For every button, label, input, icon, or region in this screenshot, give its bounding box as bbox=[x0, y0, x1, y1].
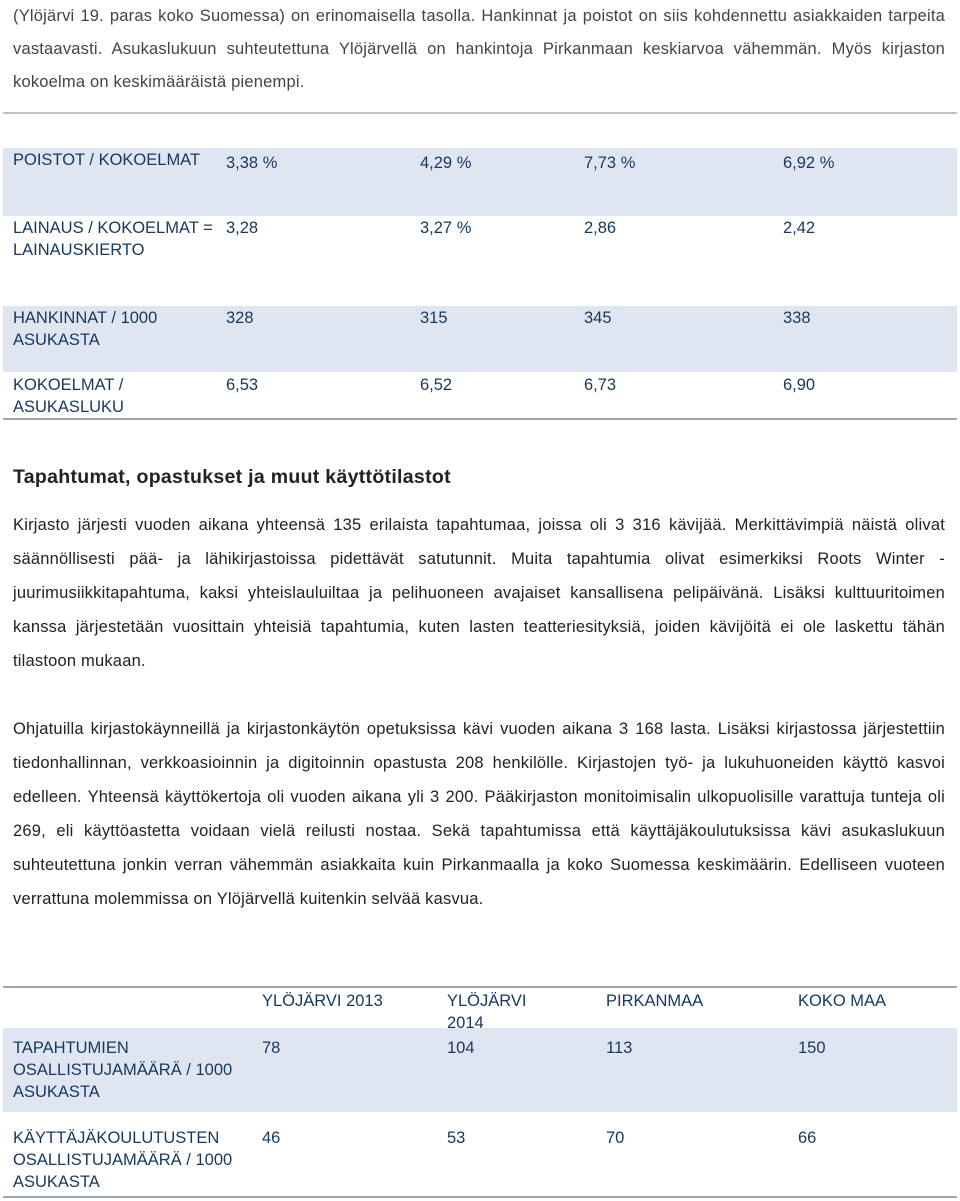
table-cell: 338 bbox=[783, 309, 811, 327]
table-cell: 2,86 bbox=[584, 219, 617, 237]
events-paragraph: Kirjasto järjesti vuoden aikana yhteensä 135 erilaista tapahtumaa, joissa oli 3 316 kävijää. Merkittävimpiä näistä olivat säännöllisesti pää- ja lähikirjastoissa pidettävät satutunnit. Muita tapahtumia olivat esimerkiksi Roots Winter -juurimusiikkitapahtuma, kaksi yhteislauluiltaa ja pelihuoneen avajaiset kansallisena pelipäivänä. Lisäksi kulttuuritoimen kanssa järjestetään vuosittain yhteisiä tapahtumia, kuten lasten teatteriesityksiä, joiden kävijöitä ei ole laskettu tähän tilastoon mukaan. bbox=[13, 516, 945, 670]
table-cell: 66 bbox=[798, 1129, 817, 1147]
guidance-paragraph: Ohjatuilla kirjastokäynneillä ja kirjastonkäytön opetuksissa kävi vuoden aikana 3 168 lasta. Lisäksi kirjastossa järjestettiin tiedonhallinnan, verkkoasioinnin ja digitoinnin opastusta 208 henkilölle. Kirjastojen työ- ja lukuhuoneiden käyttö kasvoi edelleen. Yhteensä käyttökertoja oli vuoden aikana yli 3 200. Pääkirjaston monitoimisalin ulkopuolisille varattuja tunteja oli 269, eli käyttöastetta voidaan vielä reilusti nostaa. Sekä tapahtumissa että käyttäjäkoulutuksissa kävi asukaslukuun suhteutettuna jonkin verran vähemmän asiakkaita kuin Pirkanmaalla ja koko Suomessa keskimäärin. Edelliseen vuoteen verrattuna molemmissa on Ylöjärvellä kuitenkin selvää kasvua. bbox=[13, 720, 945, 908]
intro-paragraph: (Ylöjärvi 19. paras koko Suomessa) on erinomaisella tasolla. Hankinnat ja poistot on siis kohdennettu asiakkaiden tarpeita vastaavasti. Asukaslukuun suhteutettuna Ylöjärvellä on hankintoja Pirkanmaan keskiarvoa vähemmän. Myös kirjaston kokoelma on keskimääräistä pienempi. bbox=[13, 7, 945, 91]
table-cell: 3,28 bbox=[226, 219, 259, 237]
table-cell: 328 bbox=[226, 309, 254, 327]
table-cell: 46 bbox=[262, 1129, 281, 1147]
table-cell: 6,52 bbox=[420, 376, 453, 394]
row-label: KÄYTTÄJÄKOULUTUSTEN OSALLISTUJAMÄÄRÄ / 1000 ASUKASTA bbox=[13, 1129, 233, 1191]
table-cell: 2,42 bbox=[783, 219, 816, 237]
table-cell: 7,73 % bbox=[584, 154, 636, 172]
row-label: HANKINNAT / 1000 ASUKASTA bbox=[13, 309, 158, 349]
table-cell: 150 bbox=[798, 1039, 826, 1057]
table-cell: 78 bbox=[262, 1039, 281, 1057]
section-heading: Tapahtumat, opastukset ja muut käyttötilastot bbox=[13, 466, 451, 488]
table-cell: 53 bbox=[447, 1129, 466, 1147]
table-cell: 3,38 % bbox=[226, 154, 278, 172]
participation-stats-table bbox=[3, 986, 957, 1198]
table-top-rule bbox=[3, 986, 957, 988]
table-cell: 6,90 bbox=[783, 376, 816, 394]
table-cell: 70 bbox=[606, 1129, 625, 1147]
table-cell: 345 bbox=[584, 309, 612, 327]
header-ylojarvi-2014: YLÖJÄRVI 2014 bbox=[447, 992, 527, 1032]
row-label: TAPAHTUMIEN OSALLISTUJAMÄÄRÄ / 1000 ASUKASTA bbox=[13, 1039, 233, 1101]
row-label: KOKOELMAT / ASUKASLUKU bbox=[13, 376, 124, 416]
collection-stats-grid bbox=[3, 112, 957, 420]
table-cell: 6,73 bbox=[584, 376, 617, 394]
table-bottom-rule bbox=[3, 1196, 957, 1198]
table-cell: 6,53 bbox=[226, 376, 259, 394]
table-bottom-rule bbox=[3, 418, 957, 420]
table-cell: 113 bbox=[606, 1039, 633, 1057]
table-cell: 315 bbox=[420, 309, 448, 327]
table-cell: 6,92 % bbox=[783, 154, 835, 172]
row-label: POISTOT / KOKOELMAT bbox=[13, 151, 201, 169]
header-pirkanmaa: PIRKANMAA bbox=[606, 992, 704, 1010]
table-cell: 3,27 % bbox=[420, 219, 472, 237]
row-label: LAINAUS / KOKOELMAT = LAINAUSKIERTO bbox=[13, 219, 213, 259]
table-cell: 4,29 % bbox=[420, 154, 472, 172]
table-top-rule bbox=[3, 112, 957, 114]
header-ylojarvi-2013: YLÖJÄRVI 2013 bbox=[262, 992, 383, 1010]
header-koko-maa: KOKO MAA bbox=[798, 992, 887, 1010]
table-cell: 104 bbox=[447, 1039, 475, 1057]
